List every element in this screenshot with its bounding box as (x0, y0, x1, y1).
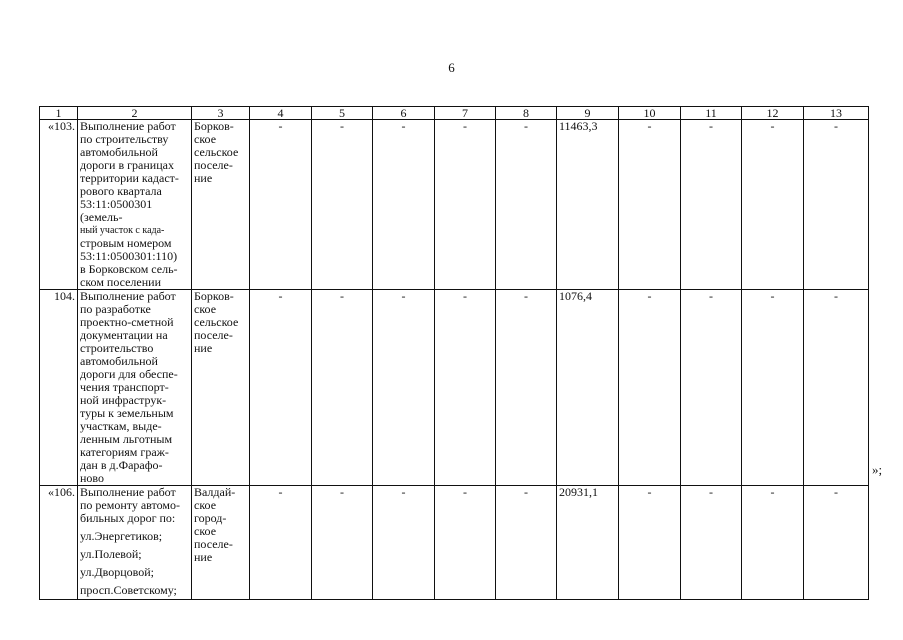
cell-col7: - (435, 120, 496, 290)
row-description (78, 486, 192, 600)
cell-col12: - (742, 290, 804, 486)
description-line: строительство (80, 341, 154, 355)
party-line: поселе- (194, 158, 233, 172)
column-header: 12 (742, 107, 804, 120)
cell-col10: - (619, 290, 681, 486)
header-row (40, 107, 869, 120)
cell-col10: - (619, 120, 681, 290)
description-line: по разработке (80, 302, 151, 316)
description-line: категориям граж- (80, 445, 169, 459)
cell-col9-amount: 1076,4 (557, 290, 619, 486)
cell-col9-amount: 11463,3 (557, 120, 619, 290)
party-line: город- (194, 511, 227, 525)
row-number: «103. (40, 120, 78, 290)
table-row (40, 486, 869, 600)
description-line: ленным льготным (80, 432, 173, 446)
cell-col8: - (496, 290, 557, 486)
party-line: сельское (194, 315, 239, 329)
cell-col11: - (681, 486, 742, 600)
cell-col11: - (681, 290, 742, 486)
description-line: территории кадаст- (80, 171, 179, 185)
cell-col11: - (681, 120, 742, 290)
party-line: ское (194, 498, 217, 512)
cell-col13: - (804, 120, 869, 290)
row-party (192, 290, 250, 486)
cell-col12: - (742, 120, 804, 290)
cell-col7: - (435, 486, 496, 600)
street-line: просп.Советскому; (80, 583, 177, 597)
cell-col4: - (250, 120, 312, 290)
column-header: 10 (619, 107, 681, 120)
description-line: в Борковском сель- (80, 262, 178, 276)
cell-col12: - (742, 486, 804, 600)
description-line: ново (80, 471, 105, 485)
table-row (40, 120, 869, 290)
description-line: по ремонту автомо- (80, 498, 180, 512)
table-row (40, 290, 869, 486)
description-line: ный участок с када- (80, 225, 165, 236)
row-description (78, 290, 192, 486)
description-line: дороги для обеспе- (80, 367, 178, 381)
party-line: ское (194, 132, 217, 146)
description-line: туры к земельным (80, 406, 174, 420)
closing-quote-mark: »; (872, 462, 883, 477)
description-line: ском поселении (80, 275, 162, 289)
row-number: 104. (40, 290, 78, 486)
cell-col6: - (373, 120, 435, 290)
page-number: 6 (448, 60, 455, 75)
description-line: 53:11:0500301:110) (80, 249, 178, 263)
description-line: документации на (80, 328, 168, 342)
party-line: Валдай- (194, 485, 236, 499)
column-header: 9 (557, 107, 619, 120)
column-header: 11 (681, 107, 742, 120)
row-party (192, 120, 250, 290)
column-header: 4 (250, 107, 312, 120)
column-header: 6 (373, 107, 435, 120)
cell-col7: - (435, 290, 496, 486)
cell-col6: - (373, 290, 435, 486)
description-line: по строительству (80, 132, 169, 146)
cell-col10: - (619, 486, 681, 600)
row-number: «106. (40, 486, 78, 600)
column-header: 5 (312, 107, 373, 120)
street-line: ул.Энергетиков; (80, 529, 163, 543)
column-header: 1 (40, 107, 78, 120)
description-line: Выполнение работ (80, 485, 176, 499)
street-line: ул.Полевой; (80, 547, 142, 561)
cell-col4: - (250, 290, 312, 486)
column-header: 3 (192, 107, 250, 120)
description-line: ной инфраструк- (80, 393, 167, 407)
budget-table (39, 106, 869, 600)
party-line: ское (194, 302, 217, 316)
party-line: поселе- (194, 537, 233, 551)
cell-col9-amount: 20931,1 (557, 486, 619, 600)
party-line: ское (194, 524, 217, 538)
description-line: проектно-сметной (80, 315, 174, 329)
description-line: автомобильной (80, 145, 158, 159)
description-line: автомобильной (80, 354, 158, 368)
description-line: 53:11:0500301 (земель- (80, 197, 153, 224)
cell-col5: - (312, 290, 373, 486)
cell-col13: - (804, 486, 869, 600)
description-line: рового квартала (80, 184, 162, 198)
description-line: Выполнение работ (80, 119, 176, 133)
party-line: ние (194, 341, 213, 355)
column-header: 8 (496, 107, 557, 120)
column-header: 13 (804, 107, 869, 120)
description-line: чения транспорт- (80, 380, 169, 394)
description-line: дан в д.Фарафо- (80, 458, 163, 472)
cell-col8: - (496, 486, 557, 600)
cell-col5: - (312, 120, 373, 290)
street-line: ул.Дворцовой; (80, 565, 154, 579)
column-header: 2 (78, 107, 192, 120)
row-description (78, 120, 192, 290)
party-line: сельское (194, 145, 239, 159)
row-party (192, 486, 250, 600)
description-line: Выполнение работ (80, 289, 176, 303)
description-line: бильных дорог по: (80, 511, 176, 525)
cell-col4: - (250, 486, 312, 600)
cell-col13: - (804, 290, 869, 486)
party-line: ние (194, 550, 213, 564)
party-line: Борков- (194, 119, 234, 133)
description-line: участкам, выде- (80, 419, 162, 433)
description-line: дороги в границах (80, 158, 174, 172)
description-line: стровым номером (80, 236, 172, 250)
party-line: поселе- (194, 328, 233, 342)
cell-col8: - (496, 120, 557, 290)
cell-col6: - (373, 486, 435, 600)
party-line: Борков- (194, 289, 234, 303)
column-header: 7 (435, 107, 496, 120)
party-line: ние (194, 171, 213, 185)
cell-col5: - (312, 486, 373, 600)
